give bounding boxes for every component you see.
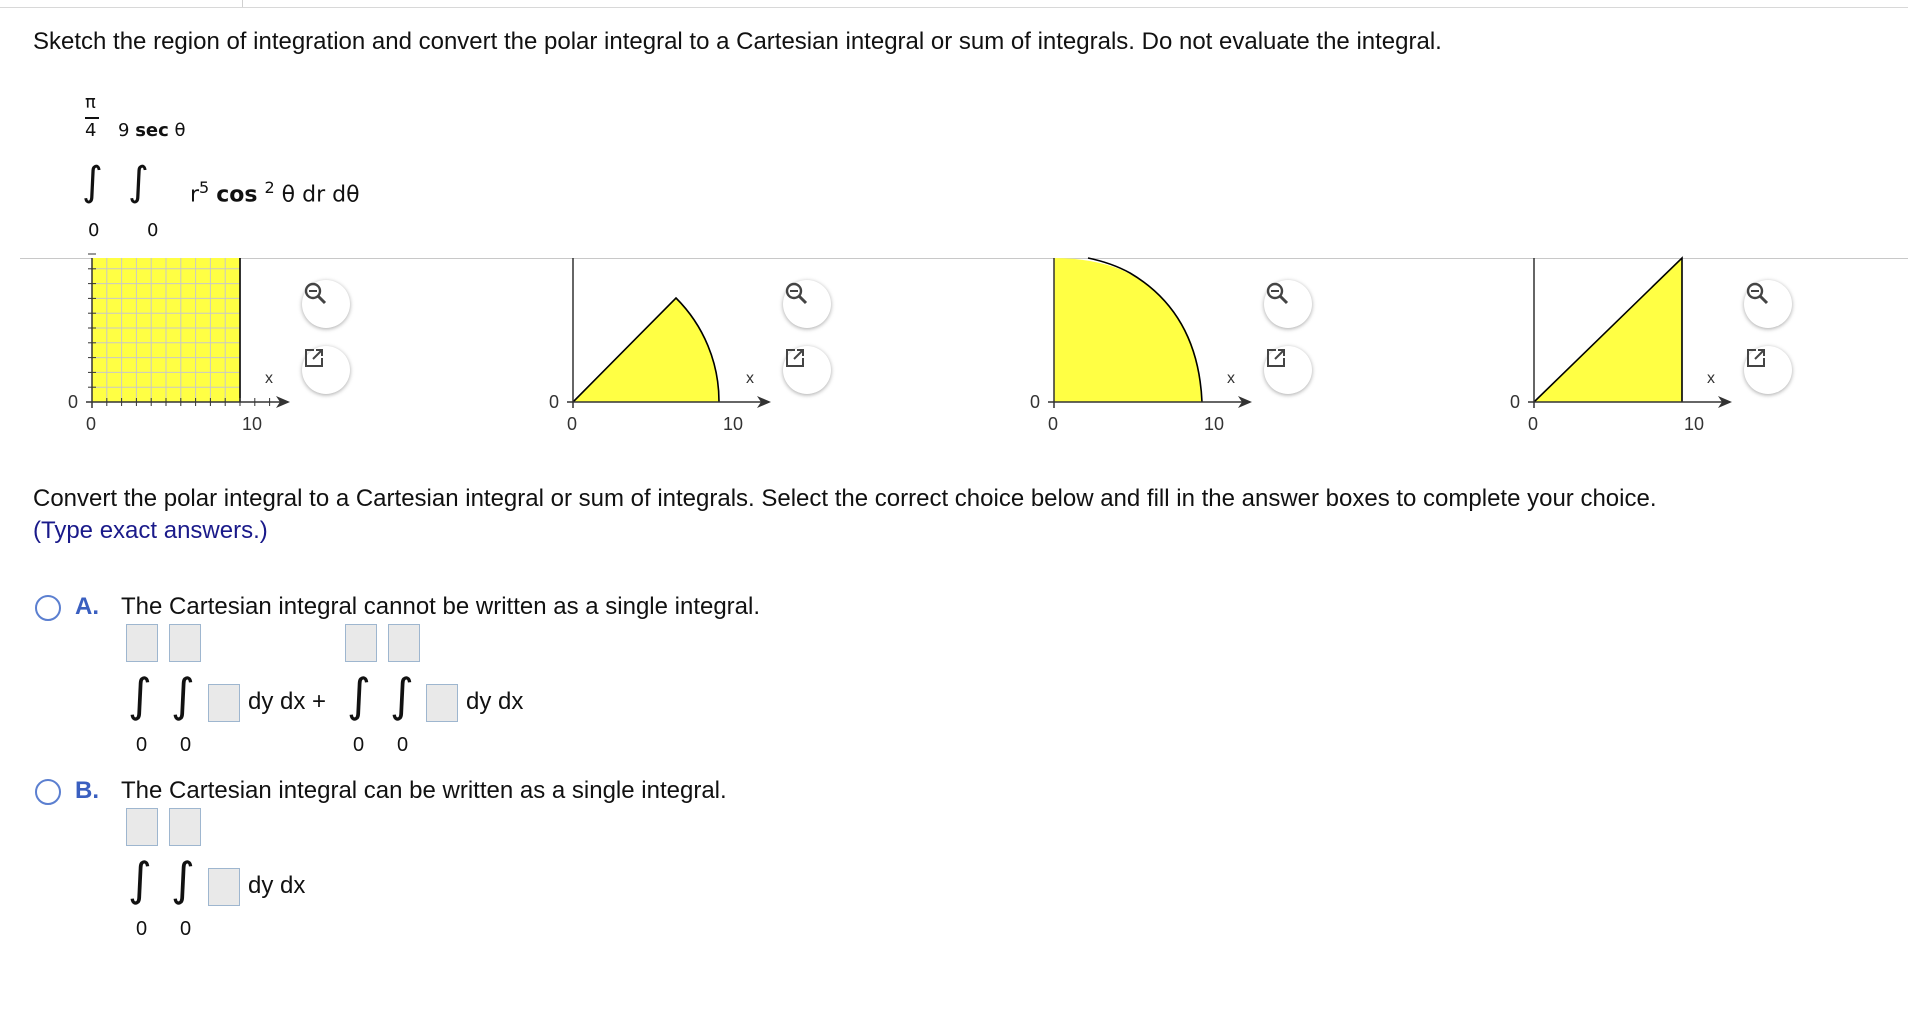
popout-icon bbox=[302, 346, 326, 370]
zoom-button-1[interactable] bbox=[302, 280, 350, 328]
graph-3-x-tick-0: 0 bbox=[1048, 414, 1059, 434]
a-int1-inner-upper-input[interactable] bbox=[169, 624, 201, 662]
question-text: Sketch the region of integration and convert the polar integral to a Cartesian integral or sum of integrals. Do not evaluate the integral. bbox=[33, 28, 1442, 55]
a-int1-integrand-input[interactable] bbox=[208, 684, 240, 722]
popout-button-3[interactable] bbox=[1264, 346, 1312, 394]
popout-icon bbox=[1264, 346, 1288, 370]
graph-1-plot bbox=[60, 258, 540, 438]
graph-option-3[interactable] bbox=[1022, 258, 1502, 438]
polar-integral bbox=[70, 92, 400, 242]
graph-3-plot bbox=[1022, 258, 1502, 438]
graph-4-plot bbox=[1502, 258, 1908, 438]
outer-upper-numerator: π bbox=[85, 92, 96, 113]
a-int2-outer-upper-input[interactable] bbox=[345, 624, 377, 662]
popout-icon bbox=[1744, 346, 1768, 370]
choice-a-text: The Cartesian integral cannot be written as a single integral. bbox=[121, 593, 761, 620]
graph-option-2[interactable] bbox=[541, 258, 1021, 438]
b-inner-sign: ∫ bbox=[171, 852, 195, 906]
popout-button-1[interactable] bbox=[302, 346, 350, 394]
instructions-text: Convert the polar integral to a Cartesian integral or sum of integrals. Select the correct choice below and fill in the answer boxes to complete your choice. bbox=[33, 485, 1657, 512]
a-int1-inner-sign: ∫ bbox=[171, 668, 195, 722]
zoom-icon bbox=[302, 280, 328, 306]
integrand: $r^5$ cos $^2$ θ dr dθ bbox=[190, 178, 360, 208]
popout-button-4[interactable] bbox=[1744, 346, 1792, 394]
choice-b-radio[interactable] bbox=[35, 779, 61, 805]
a-mid-text: dy dx + bbox=[248, 688, 327, 715]
a-int2-integrand-input[interactable] bbox=[426, 684, 458, 722]
b-outer-sign: ∫ bbox=[128, 852, 152, 906]
b-inner-lower: 0 bbox=[180, 918, 192, 940]
zoom-icon bbox=[783, 280, 809, 306]
graph-2-plot bbox=[541, 258, 1021, 438]
inner-integral-sign: ∫ bbox=[128, 159, 149, 205]
b-outer-upper-input[interactable] bbox=[126, 808, 158, 846]
graph-2-x-tick-10: 10 bbox=[723, 414, 744, 434]
graph-3-x-label: x bbox=[1227, 370, 1235, 387]
a-int1-outer-sign: ∫ bbox=[128, 668, 152, 722]
graph-2-region bbox=[573, 298, 719, 402]
zoom-icon bbox=[1744, 280, 1770, 306]
b-inner-upper-input[interactable] bbox=[169, 808, 201, 846]
inner-lower-limit: 0 bbox=[147, 220, 159, 241]
instructions bbox=[33, 483, 1657, 547]
b-outer-lower: 0 bbox=[136, 918, 148, 940]
outer-integral-sign: ∫ bbox=[82, 159, 103, 205]
a-int2-outer-sign: ∫ bbox=[347, 668, 371, 722]
a-int1-inner-lower: 0 bbox=[180, 734, 192, 756]
choice-a-radio[interactable] bbox=[35, 595, 61, 621]
a-int2-inner-sign: ∫ bbox=[390, 668, 414, 722]
a-int2-inner-upper-input[interactable] bbox=[388, 624, 420, 662]
popout-button-2[interactable] bbox=[783, 346, 831, 394]
top-divider bbox=[0, 7, 1908, 8]
graph-4-x-tick-10: 10 bbox=[1684, 414, 1705, 434]
graph-option-4[interactable] bbox=[1502, 258, 1908, 438]
graph-1-x-label: x bbox=[265, 370, 273, 387]
graph-1-x-tick-0: 0 bbox=[86, 414, 97, 434]
a-int2-outer-lower: 0 bbox=[353, 734, 365, 756]
fraction-bar bbox=[85, 117, 99, 119]
zoom-button-3[interactable] bbox=[1264, 280, 1312, 328]
a-end-text: dy dx bbox=[466, 688, 524, 715]
inner-upper-limit: 9 sec θ bbox=[118, 120, 186, 141]
a-int1-outer-upper-input[interactable] bbox=[126, 624, 158, 662]
graph-2-x-tick-0: 0 bbox=[567, 414, 578, 434]
graph-3-y-tick: 0 bbox=[1030, 392, 1041, 412]
graph-option-1[interactable] bbox=[60, 258, 540, 438]
outer-lower-limit: 0 bbox=[88, 220, 100, 241]
b-end-text: dy dx bbox=[248, 872, 306, 899]
zoom-button-2[interactable] bbox=[783, 280, 831, 328]
popout-icon bbox=[783, 346, 807, 370]
top-divider-tick bbox=[242, 0, 243, 7]
graph-3-region bbox=[1054, 258, 1202, 402]
choice-a-letter: A. bbox=[75, 593, 99, 620]
choice-b-letter: B. bbox=[75, 777, 99, 804]
zoom-button-4[interactable] bbox=[1744, 280, 1792, 328]
outer-upper-denominator: 4 bbox=[85, 120, 97, 141]
a-int2-inner-lower: 0 bbox=[397, 734, 409, 756]
graph-1-x-tick-10: 10 bbox=[242, 414, 263, 434]
graph-4-y-tick: 0 bbox=[1510, 392, 1521, 412]
graph-1-y-tick: 0 bbox=[68, 392, 79, 412]
graph-3-x-tick-10: 10 bbox=[1204, 414, 1225, 434]
choice-b-text: The Cartesian integral can be written as a single integral. bbox=[121, 777, 727, 804]
a-int1-outer-lower: 0 bbox=[136, 734, 148, 756]
instructions-hint: (Type exact answers.) bbox=[33, 517, 268, 544]
b-integrand-input[interactable] bbox=[208, 868, 240, 906]
graph-4-x-label: x bbox=[1707, 370, 1715, 387]
graph-4-x-tick-0: 0 bbox=[1528, 414, 1539, 434]
graph-2-x-label: x bbox=[746, 370, 754, 387]
zoom-icon bbox=[1264, 280, 1290, 306]
graph-2-y-tick: 0 bbox=[549, 392, 560, 412]
